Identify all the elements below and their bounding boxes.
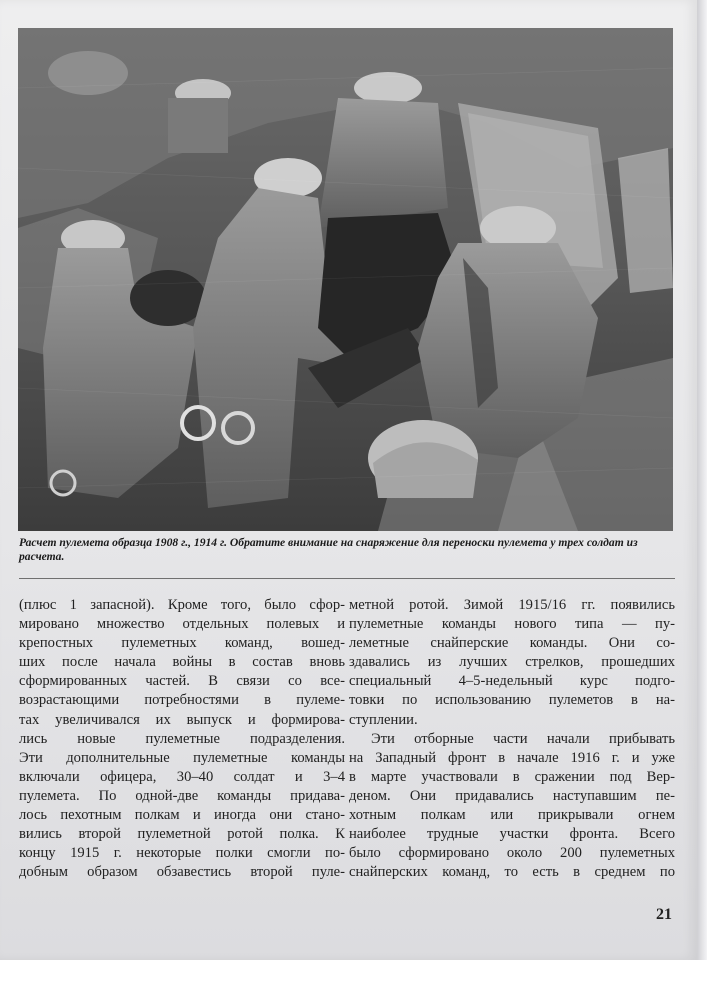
text-line: Эти дополнительные пулеметные команды [19, 749, 345, 766]
text-line: деном. Они придавались наступавшим пе- [349, 787, 675, 804]
text-line: мировано множество отдельных полевых и [19, 616, 345, 633]
text-line: наиболее трудные участки фронта. Всего [349, 826, 675, 843]
text-line: пулемета. По одной-две команды придава- [19, 787, 345, 804]
text-line: сформированных частей. В связи со все- [19, 673, 345, 690]
text-line: (плюс 1 запасной). Кроме того, было сфор- [19, 597, 345, 613]
text-line: концу 1915 г. некоторые полки смогли по- [19, 845, 345, 862]
text-line: на Западный фронт в начале 1916 г. и уже [349, 749, 675, 766]
text-line: тах увеличивался их выпуск и формирова- [19, 711, 345, 728]
text-line: Эти отборные части начали прибывать [371, 730, 675, 747]
text-line: ступлении. [349, 711, 418, 728]
text-line: специальный 4–5-недельный курс подго- [349, 673, 675, 690]
page-edge [697, 0, 707, 960]
text-line: леметные снайперские команды. Они со- [349, 635, 675, 652]
text-line: было сформировано около 200 пулеметных [349, 845, 675, 862]
page-number: 21 [656, 906, 672, 923]
text-line: крепостных пулеметных команд, вошед- [19, 635, 345, 652]
text-line: снайперских команд, то есть в среднем по [349, 864, 675, 881]
text-line: добным образом обзавестись второй пуле- [19, 864, 345, 881]
text-line: хотным полкам или прикрывали огнем [349, 807, 675, 824]
text-line: товки по использованию пулеметов в на- [349, 692, 675, 709]
text-column-right [349, 596, 675, 882]
divider-rule [19, 578, 675, 579]
text-line: включали офицера, 30–40 солдат и 3–4 [19, 768, 345, 785]
text-line: в марте участвовали в сражении под Вер- [349, 768, 675, 785]
text-line: лось пехотным полкам и иногда они стано- [19, 807, 345, 824]
text-line: метной ротой. Зимой 1915/16 гг. появились [349, 597, 675, 613]
text-line: здавались из лучших стрелков, прошедших [349, 654, 675, 671]
text-column-left [19, 596, 345, 882]
text-line: возрастающими потребностями в пулеме- [19, 692, 345, 709]
text-line: вились второй пулеметной ротой полка. К [19, 826, 345, 843]
photo-machine-gun-crew [18, 28, 673, 531]
photo-illustration [18, 28, 673, 531]
photo-caption: Расчет пулемета образца 1908 г., 1914 г. Обратите внимание на снаряжение для переноски пулемета у трех солдат из расчета. [19, 536, 638, 563]
text-line: пулеметные команды нового типа — пу- [349, 616, 675, 633]
text-line: ших после начала войны в состав вновь [19, 654, 345, 671]
text-line: лись новые пулеметные подразделения. [19, 730, 345, 747]
